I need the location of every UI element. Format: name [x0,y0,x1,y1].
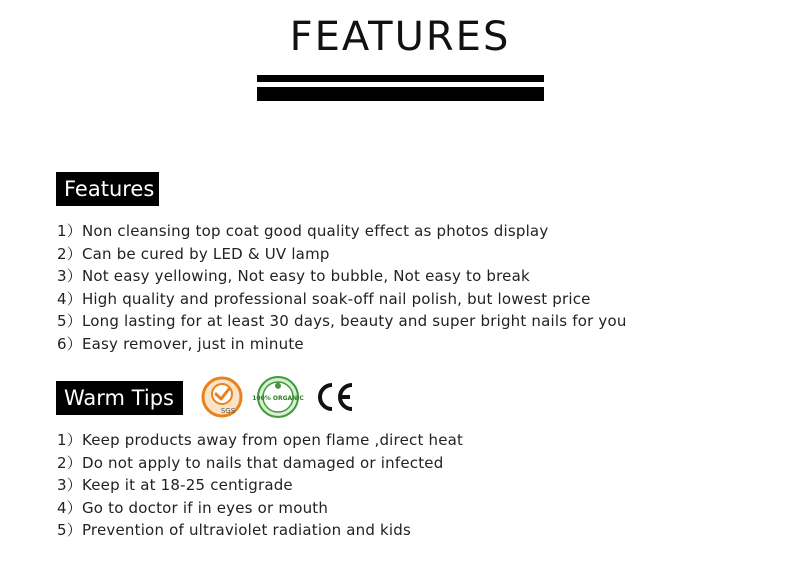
item-number: 3） [57,476,82,494]
sgs-badge-icon [201,376,243,418]
item-text: Keep it at 18-25 centigrade [81,476,293,494]
list-item [57,243,627,266]
item-text: Long lasting for at least 30 days, beauty and super bright nails for you [81,312,627,330]
item-text: Easy remover, just in minute [81,334,304,353]
sgs-text: SGS [220,407,236,415]
item-number: 6） [57,334,82,353]
list-item [57,310,627,333]
title-divider-thin [257,75,544,82]
item-number: 4） [57,289,82,308]
organic-text: 100% ORGANIC [252,395,304,402]
item-text: Not easy yellowing, Not easy to bubble, Not easy to break [81,267,530,285]
item-text: Do not apply to nails that damaged or infected [81,453,444,472]
features-list [57,220,627,355]
item-number: 4） [57,498,82,517]
item-number: 1） [57,222,82,240]
item-number: 1） [57,431,82,449]
item-number: 5） [57,521,82,539]
item-text: Go to doctor if in eyes or mouth [81,498,329,517]
page-title: FEATURES [289,14,511,60]
warm-tips-section-label: Warm Tips [56,381,183,415]
list-item [57,474,463,497]
features-section-label: Features [56,172,159,206]
item-text: Can be cured by LED & UV lamp [81,244,330,263]
item-number: 5） [57,312,82,330]
item-text: Keep products away from open flame ,direct heat [81,431,464,449]
certification-badges [201,375,369,419]
item-number: 2） [57,244,82,263]
organic-badge-icon [252,376,304,418]
item-number: 2） [57,453,82,472]
list-item [57,429,463,452]
item-text: Prevention of ultraviolet radiation and kids [81,521,412,539]
warm-tips-list [57,429,463,542]
list-item [57,452,463,475]
list-item [57,519,463,542]
item-text: High quality and professional soak-off nail polish, but lowest price [81,289,591,308]
title-divider-thick [257,87,544,101]
item-text: Non cleansing top coat good quality effect as photos display [81,222,549,240]
list-item [57,288,627,311]
list-item [57,265,627,288]
list-item [57,497,463,520]
list-item [57,333,627,356]
ce-mark-icon [313,376,355,418]
list-item [57,220,627,243]
item-number: 3） [57,267,82,285]
